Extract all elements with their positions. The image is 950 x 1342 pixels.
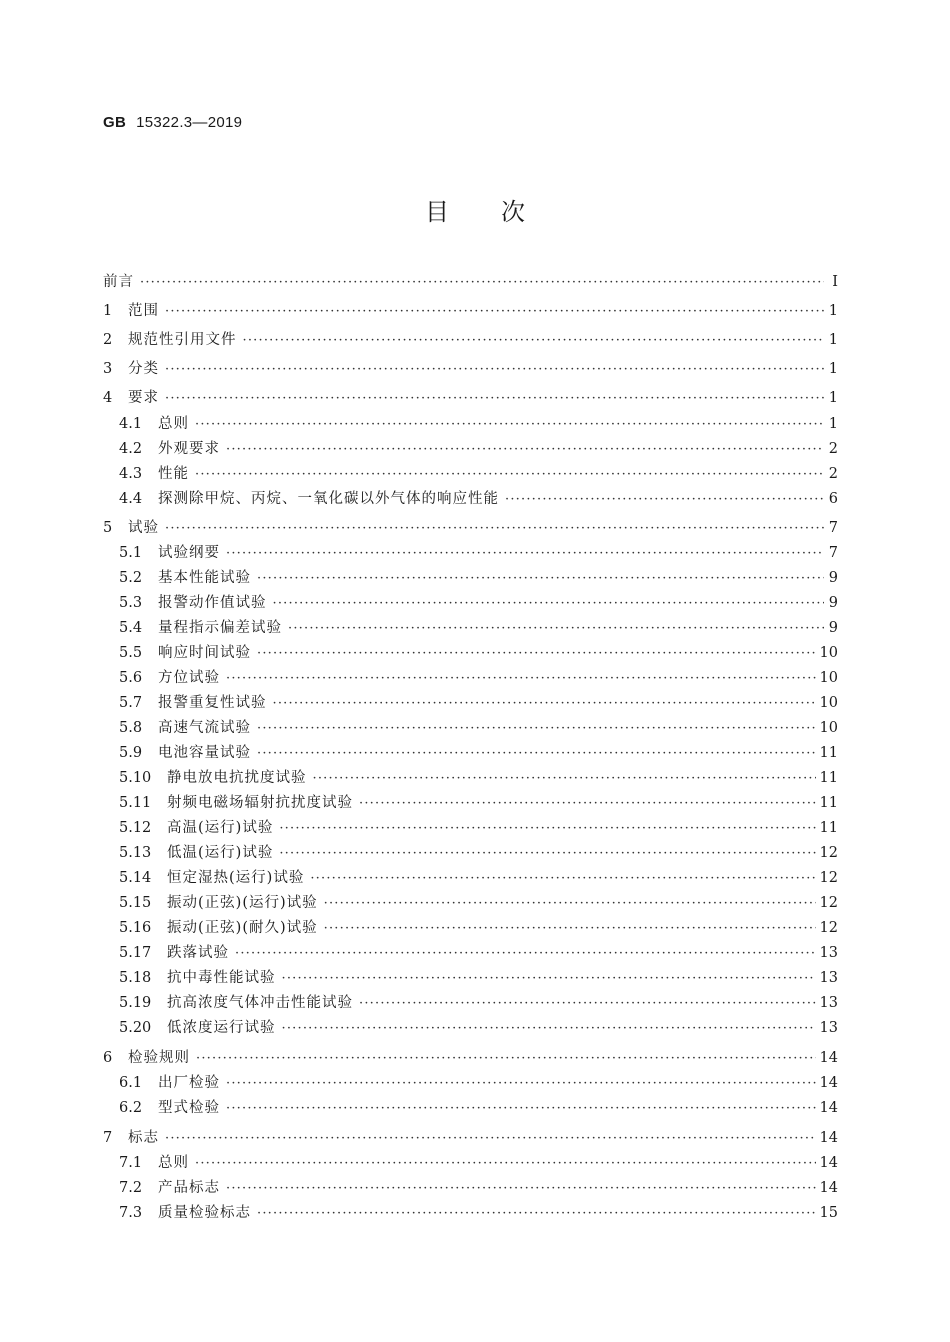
toc-entry-page: 14 (819, 1180, 838, 1196)
toc-entry-title: 报警重复性试验 (158, 695, 267, 711)
toc-entry-title: 产品标志 (158, 1180, 220, 1196)
toc-entry-number: 5.6 (119, 670, 143, 686)
toc-entry-number: 5.7 (119, 695, 143, 711)
toc-entry-title: 外观要求 (158, 441, 220, 457)
toc-entry-page: 14 (819, 1155, 838, 1171)
toc-entry-page: 2 (828, 441, 838, 457)
toc-entry-number: 4 (103, 390, 113, 406)
toc-entry-title: 高速气流试验 (158, 720, 251, 736)
toc-entry-number: 5.2 (119, 570, 143, 586)
toc-entry[interactable] (103, 616, 838, 638)
standard-prefix: GB (103, 114, 127, 131)
toc-entry-title: 抗中毒性能试验 (167, 970, 276, 986)
toc-entry-page: 1 (828, 361, 838, 377)
toc-entry-page: 10 (819, 670, 838, 686)
toc-entry-page: 6 (828, 491, 838, 507)
toc-entry-page: 2 (828, 466, 838, 482)
toc-entry-page: 1 (828, 416, 838, 432)
toc-entry-page: 12 (819, 870, 838, 886)
toc-dot-leader (195, 467, 824, 482)
toc-entry-number: 6 (103, 1050, 113, 1066)
toc-dot-leader (282, 1021, 816, 1036)
toc-entry-number: 5.19 (119, 995, 152, 1011)
toc-entry-page: 13 (819, 945, 838, 961)
toc-entry-title: 方位试验 (158, 670, 220, 686)
toc-entry-number: 5.9 (119, 745, 143, 761)
toc-entry-title: 总则 (158, 1155, 189, 1171)
toc-entry-number: 5.12 (119, 820, 152, 836)
toc-dot-leader (165, 521, 824, 536)
toc-entry[interactable] (103, 299, 838, 321)
toc-entry[interactable] (103, 1046, 838, 1068)
toc-entry[interactable] (103, 941, 838, 963)
toc-entry-title: 基本性能试验 (158, 570, 251, 586)
toc-entry[interactable] (103, 462, 838, 484)
title-char-2: 次 (501, 198, 525, 226)
toc-entry-page: 13 (819, 970, 838, 986)
toc-entry-page: Ⅰ (832, 274, 838, 290)
toc-entry[interactable] (103, 891, 838, 913)
toc-entry-page: 14 (819, 1130, 838, 1146)
toc-entry-page: 11 (819, 745, 838, 761)
toc-entry[interactable] (103, 591, 838, 613)
toc-entry[interactable] (103, 1016, 838, 1038)
toc-dot-leader (243, 333, 825, 348)
toc-entry-title: 标志 (128, 1130, 159, 1146)
toc-entry-page: 7 (828, 545, 838, 561)
toc-entry[interactable] (103, 641, 838, 663)
toc-entry-title: 范围 (128, 303, 159, 319)
toc-entry-title: 响应时间试验 (158, 645, 251, 661)
toc-entry[interactable] (103, 1071, 838, 1093)
toc-dot-leader (226, 1076, 816, 1091)
toc-dot-leader (282, 971, 816, 986)
toc-dot-leader (324, 921, 816, 936)
toc-entry-page: 14 (819, 1050, 838, 1066)
toc-entry-number: 5.11 (119, 795, 152, 811)
toc-entry[interactable] (103, 270, 838, 292)
toc-entry-number: 4.2 (119, 441, 143, 457)
toc-dot-leader (279, 821, 815, 836)
toc-entry[interactable] (103, 541, 838, 563)
toc-entry-page: 12 (819, 895, 838, 911)
toc-entry-page: 1 (828, 303, 838, 319)
toc-entry[interactable] (103, 716, 838, 738)
toc-entry-number: 7.3 (119, 1205, 143, 1221)
toc-entry[interactable] (103, 816, 838, 838)
toc-entry-title: 试验纲要 (158, 545, 220, 561)
toc-entry[interactable] (103, 357, 838, 379)
toc-entry-number: 4.1 (119, 416, 143, 432)
toc-entry-page: 13 (819, 995, 838, 1011)
toc-entry-page: 11 (819, 820, 838, 836)
toc-entry[interactable] (103, 1126, 838, 1148)
toc-entry-number: 5.20 (119, 1020, 152, 1036)
toc-entry-title: 要求 (128, 390, 159, 406)
toc-entry-title: 跌落试验 (167, 945, 229, 961)
toc-entry-number: 6.1 (119, 1075, 143, 1091)
toc-entry-number: 7 (103, 1130, 113, 1146)
toc-entry-title: 质量检验标志 (158, 1205, 251, 1221)
toc-entry[interactable] (103, 691, 838, 713)
title-char-1: 目 (425, 198, 449, 226)
toc-entry[interactable] (103, 437, 838, 459)
toc-dot-leader (165, 304, 824, 319)
toc-entry-number: 5 (103, 520, 113, 536)
toc-entry-title: 振动(正弦)(耐久)试验 (167, 920, 318, 936)
toc-dot-leader (226, 671, 816, 686)
toc-entry-title: 射频电磁场辐射抗扰度试验 (167, 795, 353, 811)
toc-entry-page: 9 (828, 620, 838, 636)
toc-dot-leader (257, 746, 816, 761)
toc-dot-leader (257, 1206, 816, 1221)
toc-dot-leader (288, 621, 824, 636)
toc-entry-page: 11 (819, 770, 838, 786)
toc-entry-number: 5.8 (119, 720, 143, 736)
toc-entry-number: 5.14 (119, 870, 152, 886)
toc-entry-page: 11 (819, 795, 838, 811)
toc-entry-title: 报警动作值试验 (158, 595, 267, 611)
toc-entry-number: 6.2 (119, 1100, 143, 1116)
toc-dot-leader (359, 796, 816, 811)
toc-entry-number: 4.3 (119, 466, 143, 482)
toc-entry-number: 5.17 (119, 945, 152, 961)
toc-entry-title: 试验 (128, 520, 159, 536)
toc-entry-page: 7 (828, 520, 838, 536)
toc-entry[interactable] (103, 916, 838, 938)
toc-entry[interactable] (103, 487, 838, 509)
toc-entry-number: 1 (103, 303, 113, 319)
toc-entry[interactable] (103, 1176, 838, 1198)
toc-entry-page: 13 (819, 1020, 838, 1036)
toc-entry-number: 5.18 (119, 970, 152, 986)
toc-dot-leader (324, 896, 816, 911)
toc-entry-page: 9 (828, 595, 838, 611)
toc-entry-title: 规范性引用文件 (128, 332, 237, 348)
toc-entry-title: 电池容量试验 (158, 745, 251, 761)
toc-dot-leader (257, 721, 816, 736)
toc-entry[interactable] (103, 516, 838, 538)
toc-entry-number: 5.13 (119, 845, 152, 861)
toc-entry-page: 10 (819, 645, 838, 661)
toc-entry-number: 5.1 (119, 545, 143, 561)
toc-entry-title: 检验规则 (128, 1050, 190, 1066)
toc-entry[interactable] (103, 328, 838, 350)
toc-entry-title: 型式检验 (158, 1100, 220, 1116)
toc-entry[interactable] (103, 412, 838, 434)
toc-entry-title: 低浓度运行试验 (167, 1020, 276, 1036)
toc-dot-leader (196, 1051, 816, 1066)
toc-entry[interactable] (103, 991, 838, 1013)
toc-entry-page: 1 (828, 390, 838, 406)
toc-entry-number: 4.4 (119, 491, 143, 507)
toc-dot-leader (195, 1156, 816, 1171)
toc-entry-number: 3 (103, 361, 113, 377)
toc-entry-title: 低温(运行)试验 (167, 845, 274, 861)
toc-entry-number: 5.16 (119, 920, 152, 936)
toc-dot-leader (257, 646, 816, 661)
toc-entry-page: 10 (819, 695, 838, 711)
toc-entry-page: 9 (828, 570, 838, 586)
toc-entry-title: 抗高浓度气体冲击性能试验 (167, 995, 353, 1011)
toc-entry-number: 5.5 (119, 645, 143, 661)
toc-entry-number: 5.3 (119, 595, 143, 611)
toc-entry-page: 14 (819, 1075, 838, 1091)
toc-entry-page: 15 (819, 1205, 838, 1221)
toc-entry-page: 1 (828, 332, 838, 348)
toc-entry-page: 14 (819, 1100, 838, 1116)
toc-dot-leader (235, 946, 816, 961)
toc-dot-leader (310, 871, 815, 886)
toc-entry[interactable] (103, 1096, 838, 1118)
toc-dot-leader (226, 1101, 816, 1116)
toc-dot-leader (226, 1181, 816, 1196)
toc-dot-leader (226, 546, 824, 561)
toc-entry-number: 7.2 (119, 1180, 143, 1196)
toc-entry-title: 振动(正弦)(运行)试验 (167, 895, 318, 911)
toc-dot-leader (273, 696, 816, 711)
toc-dot-leader (359, 996, 816, 1011)
toc-entry[interactable] (103, 386, 838, 408)
toc-entry-title: 恒定湿热(运行)试验 (167, 870, 305, 886)
toc-entry-number: 5.10 (119, 770, 152, 786)
toc-dot-leader (195, 417, 824, 432)
toc-entry-title: 分类 (128, 361, 159, 377)
toc-entry-number: 7.1 (119, 1155, 143, 1171)
toc-entry-page: 12 (819, 845, 838, 861)
toc-entry[interactable] (103, 791, 838, 813)
toc-entry[interactable] (103, 741, 838, 763)
toc-entry[interactable] (103, 1201, 838, 1223)
toc-entry-number: 5.4 (119, 620, 143, 636)
toc-entry-title: 出厂检验 (158, 1075, 220, 1091)
toc-dot-leader (165, 391, 824, 406)
toc-entry-title: 前言 (103, 274, 134, 290)
toc-entry[interactable] (103, 866, 838, 888)
toc-entry[interactable] (103, 1151, 838, 1173)
standard-code: 15322.3—2019 (136, 114, 243, 131)
toc-entry-page: 12 (819, 920, 838, 936)
toc-entry-page: 10 (819, 720, 838, 736)
toc-dot-leader (257, 571, 824, 586)
toc-dot-leader (279, 846, 815, 861)
toc-entry[interactable] (103, 966, 838, 988)
toc-dot-leader (140, 275, 824, 290)
toc-dot-leader (273, 596, 825, 611)
page-title (0, 192, 950, 227)
standard-header (103, 114, 242, 131)
toc-entry[interactable] (103, 766, 838, 788)
toc-entry-title: 探测除甲烷、丙烷、一氧化碳以外气体的响应性能 (158, 491, 499, 507)
toc-dot-leader (226, 442, 824, 457)
toc-entry[interactable] (103, 841, 838, 863)
toc-entry-number: 2 (103, 332, 113, 348)
toc-entry-title: 总则 (158, 416, 189, 432)
toc-entry[interactable] (103, 666, 838, 688)
toc-dot-leader (165, 362, 824, 377)
toc-dot-leader (165, 1131, 816, 1146)
toc-entry-title: 静电放电抗扰度试验 (167, 770, 307, 786)
toc-dot-leader (313, 771, 816, 786)
toc-dot-leader (505, 492, 824, 507)
toc-entry-title: 性能 (158, 466, 189, 482)
toc-entry-title: 量程指示偏差试验 (158, 620, 282, 636)
toc-entry[interactable] (103, 566, 838, 588)
toc-entry-title: 高温(运行)试验 (167, 820, 274, 836)
toc-entry-number: 5.15 (119, 895, 152, 911)
